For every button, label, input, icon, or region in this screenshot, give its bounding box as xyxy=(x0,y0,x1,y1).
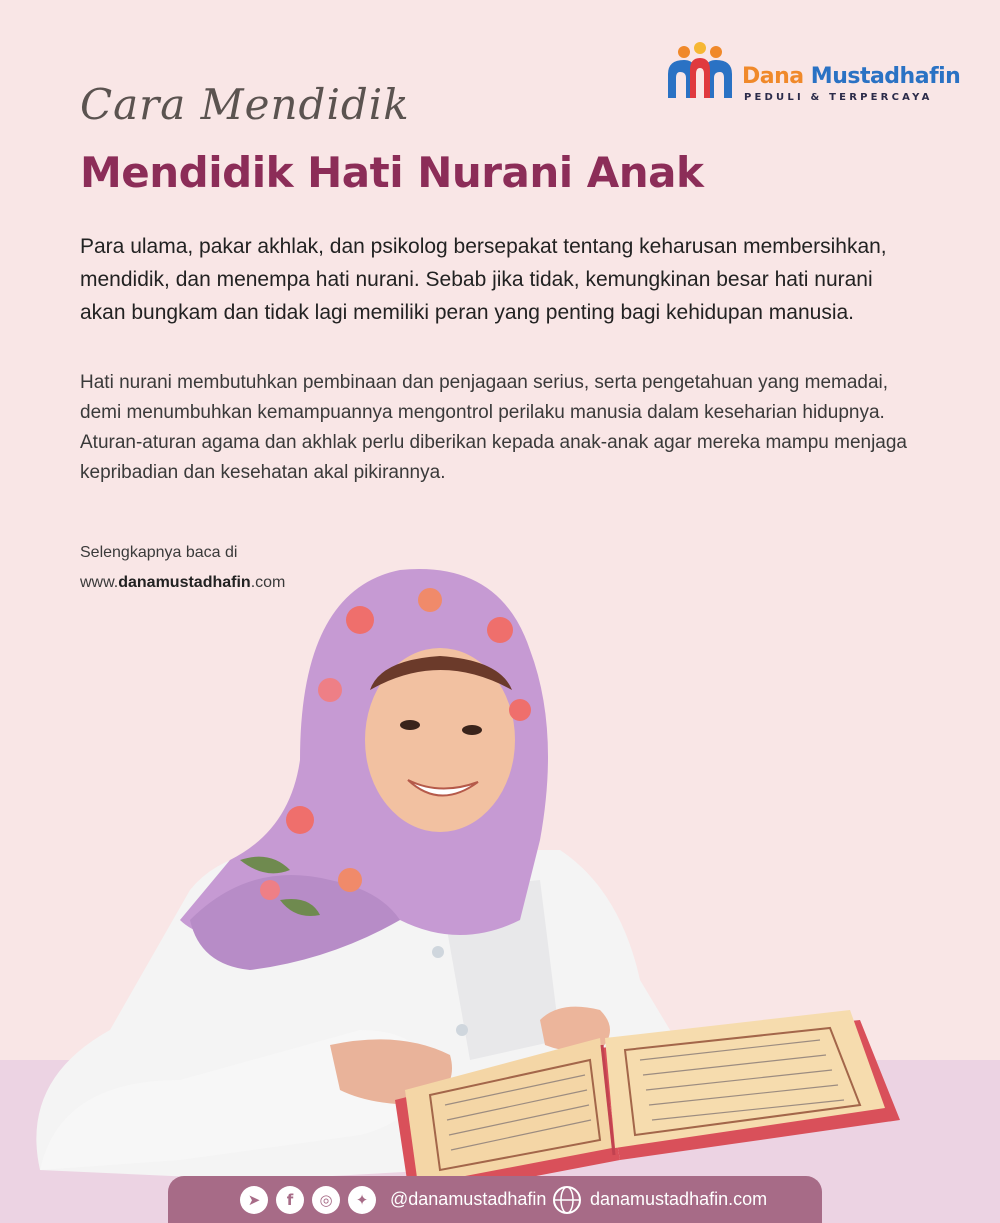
page-title: Mendidik Hati Nurani Anak xyxy=(80,148,704,197)
brand-name-part1: Dana xyxy=(742,64,804,89)
brand-tagline: PEDULI & TERPERCAYA xyxy=(744,92,933,103)
girl-reading-photo xyxy=(0,560,1000,1223)
body-line: Aturan-aturan agama dan akhlak perlu diberikan kepada anak-anak agar mereka mampu menjaga xyxy=(80,432,908,453)
footer-bar xyxy=(168,1176,822,1223)
read-more-label: Selengkapnya baca di xyxy=(80,544,238,561)
body-line: Hati nurani membutuhkan pembinaan dan penjagaan serius, serta pengetahuan yang memadai, xyxy=(80,372,889,393)
globe-www-icon xyxy=(552,1185,582,1215)
brand-name-part2: Mustadhafin xyxy=(810,64,961,89)
instagram-icon[interactable]: ◎ xyxy=(312,1186,340,1214)
telegram-icon[interactable]: ➤ xyxy=(240,1186,268,1214)
url-prefix: www. xyxy=(80,574,119,591)
brand-logo xyxy=(664,40,964,104)
people-arch-logo-icon xyxy=(664,40,736,100)
lead-paragraph xyxy=(80,230,940,329)
body-paragraph xyxy=(80,368,940,488)
website-link[interactable]: danamustadhafin.com xyxy=(590,1189,768,1209)
subtitle: Cara Mendidik xyxy=(80,80,410,129)
url-suffix: .com xyxy=(250,574,286,591)
body-line: kepribadian dan kesehatan akal pikirannya. xyxy=(80,462,446,483)
twitter-icon[interactable]: ✦ xyxy=(348,1186,376,1214)
body-line: demi menumbuhkan kemampuannya mengontrol perilaku manusia dalam keseharian hidupnya. xyxy=(80,402,885,423)
lead-line: mendidik, dan menempa hati nurani. Sebab jika tidak, kemungkinan besar hati nurani xyxy=(80,268,873,291)
facebook-icon[interactable]: f xyxy=(276,1186,304,1214)
lead-line: Para ulama, pakar akhlak, dan psikolog bersepakat tentang keharusan membersihkan, xyxy=(80,235,887,258)
brand-name xyxy=(742,64,960,89)
lead-line: akan bungkam dan tidak lagi memiliki peran yang penting bagi kehidupan manusia. xyxy=(80,301,854,324)
social-handle[interactable]: @danamustadhafin xyxy=(390,1189,547,1209)
url-domain: danamustadhafin xyxy=(118,574,251,591)
